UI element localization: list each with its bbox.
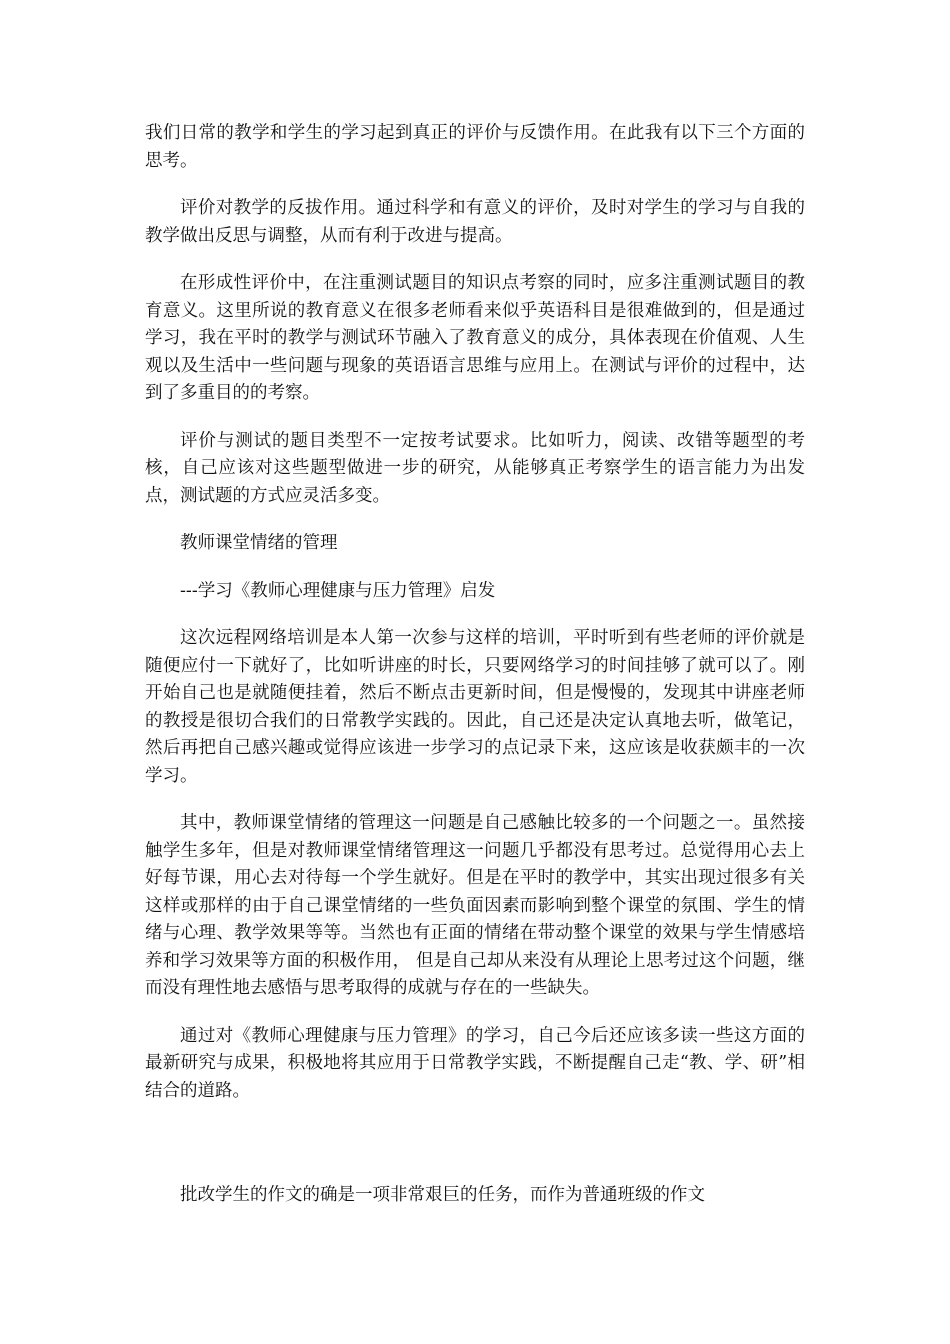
paragraph-essay-grading: 批改学生的作文的确是一项非常艰巨的任务，而作为普通班级的作文 bbox=[180, 1185, 705, 1205]
section-heading: 教师课堂情绪的管理 bbox=[180, 533, 338, 553]
paragraph-conclusion: 通过对《教师心理健康与压力管理》的学习，自己今后还应该多读一些这方面的最新研究与成果，积极地将其应用于日常教学实践，不断提醒自己走“教、学、研”相结合的道路。 bbox=[145, 1025, 805, 1101]
paragraph-question-types: 评价与测试的题目类型不一定按考试要求。比如听力，阅读、改错等题型的考核，自己应该对这些题型做进一步的研究，从能够真正考察学生的语言能力为出发点，测试题的方式应灵活多变。 bbox=[145, 430, 805, 506]
blank-space bbox=[145, 1125, 805, 1182]
paragraph-emotion-management: 其中，教师课堂情绪的管理这一问题是自己感触比较多的一个问题之一。虽然接触学生多年，但是对教师课堂情绪管理这一问题几乎都没有思考过。总觉得用心去上好每节课，用心去对待每一个学生就好。但是在平时的教学中，其实出现过很多有关这样或那样的由于自己课堂情绪的一些负面因素而影响到整个课堂的氛围、学生的情绪与心理、教学效果等等。当然也有正面的情绪在带动整个课堂的效果与学生情感培养和学习效果等方面的积极作用， 但是自己却从来没有从理论上思考过这个问题，继而没有理性地去感悟与思考取得的成就与存在的一些缺失。 bbox=[145, 813, 805, 998]
paragraph-evaluation-feedback: 评价对教学的反拔作用。通过科学和有意义的评价，及时对学生的学习与自我的教学做出反思与调整，从而有利于改进与提高。 bbox=[145, 198, 805, 246]
paragraph-formative-evaluation: 在形成性评价中，在注重测试题目的知识点考察的同时，应多注重测试题目的教育意义。这里所说的教育意义在很多老师看来似乎英语科目是很难做到的，但是通过学习，我在平时的教学与测试环节融入了教育意义的成分，具体表现在价值观、人生观以及生活中一些问题与现象的英语语言思维与应用上。在测试与评价的过程中，达到了多重目的的考察。 bbox=[145, 273, 805, 403]
paragraph-intro: 我们日常的教学和学生的学习起到真正的评价与反馈作用。在此我有以下三个方面的思考。 bbox=[145, 123, 805, 171]
paragraph-training-experience: 这次远程网络培训是本人第一次参与这样的培训，平时听到有些老师的评价就是随便应付一下就好了，比如听讲座的时长，只要网络学习的时间挂够了就可以了。刚开始自己也是就随便挂着，然后不断点击更新时间，但是慢慢的，发现其中讲座老师的教授是很切合我们的日常教学实践的。因此，自己还是决定认真地去听，做笔记，然后再把自己感兴趣或觉得应该进一步学习的点记录下来，这应该是收获颇丰的一次学习。 bbox=[145, 628, 805, 786]
section-subheading: ---学习《教师心理健康与压力管理》启发 bbox=[180, 580, 496, 601]
document-body bbox=[145, 120, 805, 1230]
